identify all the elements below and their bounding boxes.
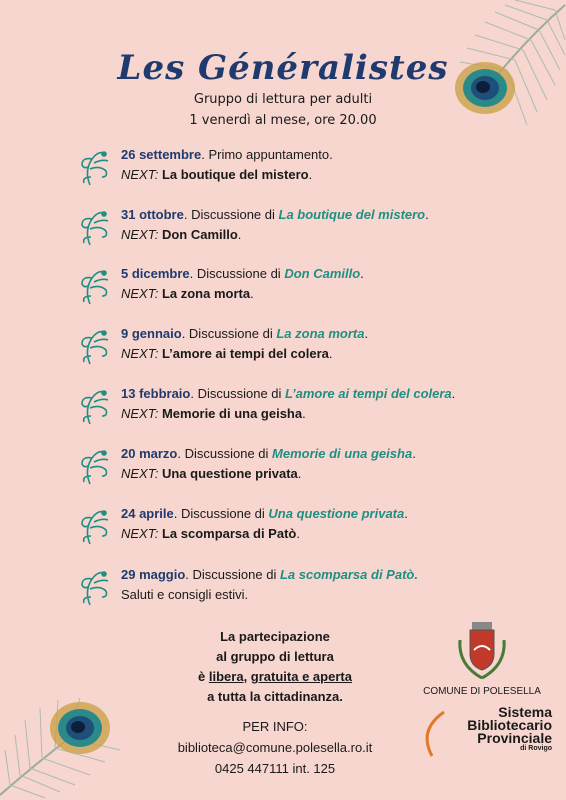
next-line: NEXT: L’amore ai tempi del colera. [121,346,333,361]
book-title: L’amore ai tempi del colera [285,386,452,401]
sistema-line: Sistema [498,704,552,720]
next-book: Una questione privata [161,466,298,481]
event-date: 9 gennaio [121,326,182,341]
next-book: L’amore ai tempi del colera [161,346,329,361]
next-line: NEXT: Una questione privata. [121,466,302,481]
email-link[interactable]: biblioteca@comune.polesella.ro.it [177,740,373,755]
fern-swirl-icon [78,326,112,366]
schedule-item [78,386,548,431]
next-book: La zona morta [161,286,251,301]
fern-swirl-icon [78,207,112,247]
contact-info [160,716,390,779]
book-title: La boutique del mistero [278,207,426,222]
next-book: Don Camillo [161,227,238,242]
next-label: NEXT: [121,227,159,242]
book-title: Memorie di una geisha [272,446,413,461]
phone-number: 0425 447111 int. 125 [214,761,336,776]
swoosh-icon [418,710,448,758]
next-line [121,587,248,602]
subtitle: Gruppo di lettura per adulti [193,92,373,107]
sistema-line: Bibliotecario [467,717,552,733]
schedule-line: 13 febbraio. Discussione di L’amore ai tempi del colera. [121,386,456,401]
schedule-line: 31 ottobre. Discussione di La boutique del mistero. [121,207,429,222]
schedule-item [78,446,548,491]
schedule-item [78,326,548,371]
next-book: La scomparsa di Patò [161,526,297,541]
next-line: NEXT: Memorie di una geisha. [121,406,306,421]
event-date: 20 marzo [121,446,178,461]
participation-note [160,627,390,707]
fern-swirl-icon [78,147,112,187]
book-title: Una questione privata [268,506,405,521]
next-label: NEXT: [121,286,159,301]
book-title: La zona morta [276,326,365,341]
schedule-line: 20 marzo. Discussione di Memorie di una geisha. [121,446,416,461]
schedule-item [78,207,548,252]
schedule-item [78,266,548,311]
next-line: NEXT: Don Camillo. [121,227,242,242]
cta-line: al gruppo di lettura [216,649,334,664]
book-title: La scomparsa di Patò. [279,567,418,582]
cta-line: è libera, gratuita e aperta [198,669,352,684]
info-label: PER INFO: [242,719,308,734]
event-date: 24 aprile [121,506,174,521]
sistema-line: Provinciale [477,730,552,746]
fern-swirl-icon [78,567,112,607]
sistema-logo [426,706,552,753]
fern-swirl-icon [78,386,112,426]
schedule-line: 29 maggio. Discussione di La scomparsa di Patò. [121,567,418,582]
event-date: 26 settembre [121,147,202,162]
schedule-line: 24 aprile. Discussione di Una questione privata. [121,506,408,521]
schedule-time: 1 venerdì al mese, ore 20.00 [189,113,377,128]
event-date: 29 maggio [121,567,186,582]
schedule-item [78,567,548,612]
page-title: Les Généralistes [117,48,449,88]
schedule-line: 26 settembre. Primo appuntamento. [121,147,333,162]
schedule-item [78,506,548,551]
comune-label: COMUNE DI POLESELLA [423,686,541,697]
cta-line: La partecipazione [220,629,330,644]
next-book: La boutique del mistero [161,167,309,182]
fern-swirl-icon [78,446,112,486]
book-title: Don Camillo [284,266,361,281]
sistema-line: di Rovigo [520,745,552,752]
event-date: 13 febbraio [121,386,191,401]
next-line: NEXT: La scomparsa di Patò. [121,526,300,541]
cta-line: a tutta la cittadinanza. [207,689,343,704]
next-label: NEXT: [121,406,159,421]
fern-swirl-icon [78,506,112,546]
schedule-line: 9 gennaio. Discussione di La zona morta. [121,326,369,341]
logos [412,620,552,780]
next-line: NEXT: La boutique del mistero. [121,167,313,182]
next-label: NEXT: [121,466,159,481]
schedule-line: 5 dicembre. Discussione di Don Camillo. [121,266,364,281]
fern-swirl-icon [78,266,112,306]
schedule-item [78,147,548,192]
next-book: Memorie di una geisha [161,406,303,421]
peacock-feather-icon [0,680,150,800]
coat-of-arms-icon [452,620,512,682]
next-line: NEXT: La zona morta. [121,286,254,301]
next-label: NEXT: [121,346,159,361]
event-date: 31 ottobre [121,207,184,222]
next-book: Saluti e consigli estivi. [121,587,249,602]
next-label: NEXT: [121,526,159,541]
event-date: 5 dicembre [121,266,190,281]
next-label: NEXT: [121,167,159,182]
